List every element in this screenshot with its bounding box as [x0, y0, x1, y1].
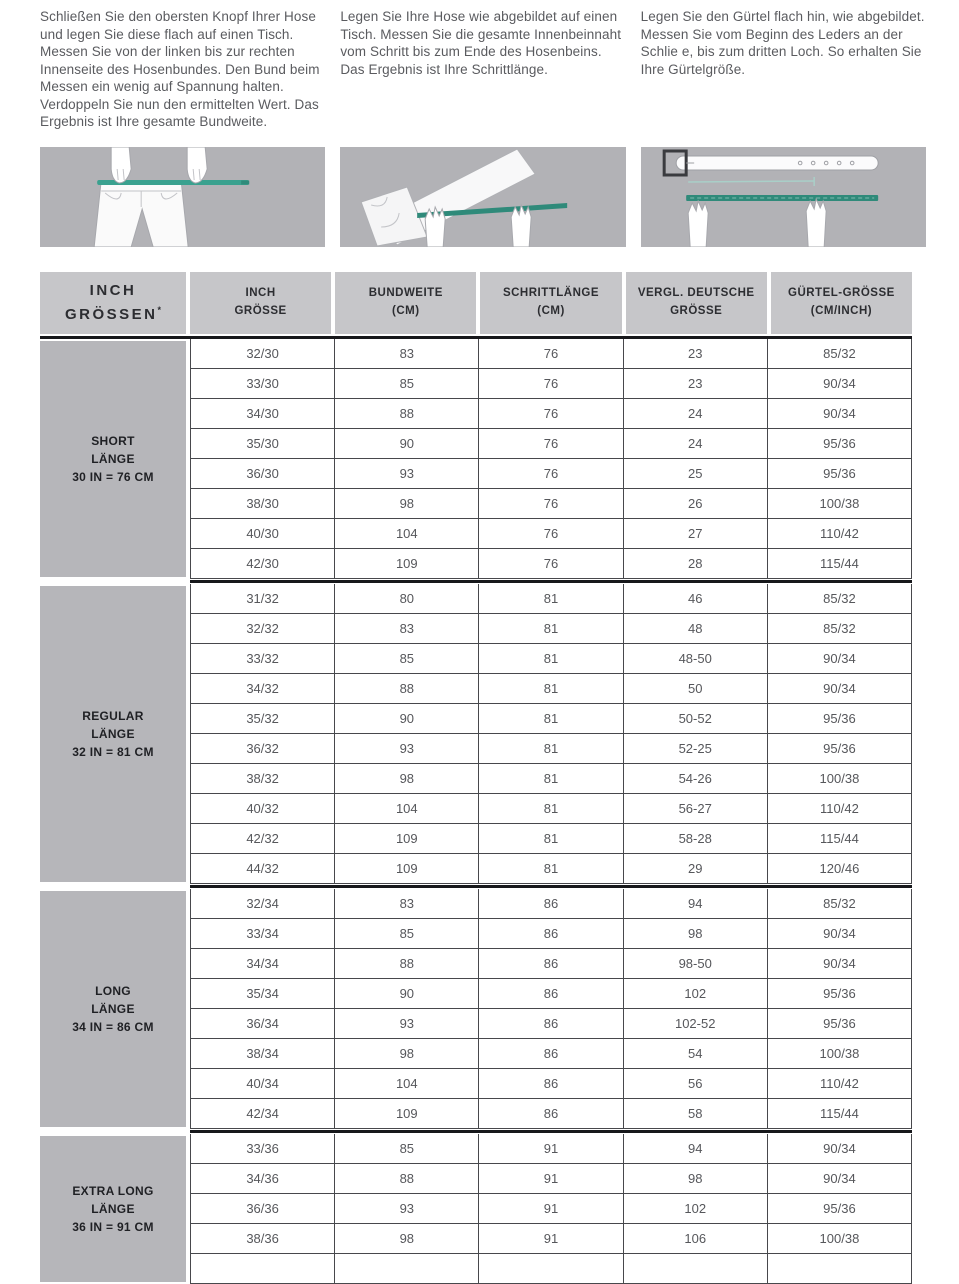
table-cell: 42/32: [190, 824, 334, 853]
table-cell: 24: [623, 399, 767, 428]
table-row: [190, 764, 912, 794]
row-group-label: [40, 586, 186, 882]
table-cell: 32/30: [190, 339, 334, 368]
table-cell: 95/36: [767, 459, 912, 488]
table-cell: 86: [478, 1069, 622, 1098]
table-row: [190, 734, 912, 764]
table-row: [190, 1099, 912, 1129]
table-cell: 81: [478, 854, 622, 883]
table-cell: 81: [478, 824, 622, 853]
table-cell: 90/34: [767, 1134, 912, 1163]
table-cell: 33/36: [190, 1134, 334, 1163]
table-cell: 40/34: [190, 1069, 334, 1098]
table-rows: [190, 584, 912, 884]
table-cell: 85: [334, 369, 478, 398]
instruction-text-guertel: Legen Sie den Gürtel flach hin, wie abgebildet. Messen Sie vom Beginn des Leders an der Schlie e, bis zum dritten Loch. So erhalten Sie Ihre Gürtelgröße.: [640, 9, 925, 77]
table-cell: 85: [334, 1134, 478, 1163]
table-cell: 81: [478, 674, 622, 703]
belt-measure-illustration: [641, 147, 926, 247]
instruction-column-bundweite: [40, 8, 325, 247]
header-line: INCH: [89, 282, 137, 299]
table-row: [190, 1254, 912, 1284]
table-cell: 80: [334, 584, 478, 613]
table-cell: 38/34: [190, 1039, 334, 1068]
table-cell: 104: [334, 519, 478, 548]
table-cell: 33/34: [190, 919, 334, 948]
table-cell: 33/32: [190, 644, 334, 673]
pants-waist-measure-illustration: [40, 147, 325, 247]
table-cell: 90: [334, 979, 478, 1008]
table-cell: 98-50: [623, 949, 767, 978]
table-cell: 35/32: [190, 704, 334, 733]
table-row: [190, 794, 912, 824]
table-cell: 104: [334, 794, 478, 823]
table-cell: 88: [334, 399, 478, 428]
table-rows: [190, 889, 912, 1129]
table-cell: 110/42: [767, 794, 912, 823]
table-cell: 93: [334, 1194, 478, 1223]
table-row: [190, 889, 912, 919]
table-cell: 102-52: [623, 1009, 767, 1038]
table-cell: 95/36: [767, 1009, 912, 1038]
table-cell: 98: [334, 489, 478, 518]
table-cell: 83: [334, 339, 478, 368]
table-cell: 85/32: [767, 614, 912, 643]
table-row: [190, 979, 912, 1009]
table-cell: 23: [623, 339, 767, 368]
table-row: [190, 519, 912, 549]
table-cell: 100/38: [767, 764, 912, 793]
row-group-label-line: LONG: [95, 984, 131, 998]
table-cell: 54: [623, 1039, 767, 1068]
row-group-label-line: 32 IN = 81 CM: [72, 745, 154, 759]
group-separator: [190, 580, 912, 583]
table-cell: 90: [334, 704, 478, 733]
header-line: GRÖSSEN: [64, 306, 158, 323]
table-cell: 86: [478, 1009, 622, 1038]
table-cell: 93: [334, 1009, 478, 1038]
table-cell: 91: [478, 1194, 622, 1223]
table-cell: 94: [623, 889, 767, 918]
table-cell: 83: [334, 614, 478, 643]
table-cell: 76: [478, 399, 622, 428]
table-cell: 76: [478, 489, 622, 518]
table-cell: 102: [623, 1194, 767, 1223]
belt-illustration-svg: [641, 147, 926, 247]
table-row: [190, 824, 912, 854]
row-group-label-line: 36 IN = 91 CM: [72, 1220, 154, 1234]
table-cell: 90/34: [767, 399, 912, 428]
table-cell: 109: [334, 824, 478, 853]
row-group-label-line: LÄNGE: [91, 1202, 135, 1216]
table-cell: 85/32: [767, 584, 912, 613]
pants-waist-illustration-svg: [40, 147, 325, 247]
row-group-label-line: 30 IN = 76 CM: [72, 470, 154, 484]
table-cell: 38/30: [190, 489, 334, 518]
table-cell: 40/32: [190, 794, 334, 823]
row-group-label-line: LÄNGE: [91, 1002, 135, 1016]
table-cell: 34/32: [190, 674, 334, 703]
table-cell: 81: [478, 584, 622, 613]
table-cell: 52-25: [623, 734, 767, 763]
table-cell: 56: [623, 1069, 767, 1098]
table-group-long: [40, 889, 912, 1129]
table-row: [190, 614, 912, 644]
footnote-asterisk: *: [157, 305, 162, 315]
row-group-label-line: EXTRA LONG: [72, 1184, 154, 1198]
table-cell: 35/30: [190, 429, 334, 458]
table-row: [190, 1039, 912, 1069]
header-vergl-deutsche-groesse: VERGL. DEUTSCHE GRÖSSE: [626, 272, 767, 334]
table-cell: 29: [623, 854, 767, 883]
instruction-text-bundweite: Schließen Sie den obersten Knopf Ihrer Hose und legen Sie diese flach auf einen Tisch. Messen Sie von der linken bis zur rechten Innenseite des Hosenbundes. Den Bund beim Messen ein wenig auf Spannung halten. Verdoppeln Sie nun den ermittelten Wert. Das Ergebnis ist Ihre gesamte Bundweite.: [40, 9, 320, 130]
instruction-text-schrittlaenge: Legen Sie Ihre Hose wie abgebildet auf einen Tisch. Messen Sie die gesamte Innenbeinnaht vom Schritt bis zum Ende des Hosenbeins. Das Ergebnis ist Ihre Schrittlänge.: [340, 9, 622, 77]
table-header-row: [40, 272, 912, 334]
table-cell: 98: [334, 1039, 478, 1068]
table-row: [190, 584, 912, 614]
table-cell: 40/30: [190, 519, 334, 548]
table-cell: 34/30: [190, 399, 334, 428]
table-row: [190, 919, 912, 949]
table-cell: 90/34: [767, 919, 912, 948]
table-cell: 86: [478, 1099, 622, 1128]
table-cell: 81: [478, 734, 622, 763]
table-cell: 38/32: [190, 764, 334, 793]
table-row: [190, 399, 912, 429]
table-cell: 98: [623, 919, 767, 948]
table-cell: 42/34: [190, 1099, 334, 1128]
table-cell: 109: [334, 854, 478, 883]
table-cell: 86: [478, 949, 622, 978]
header-inch-groessen: [40, 272, 186, 334]
table-cell: 81: [478, 704, 622, 733]
table-cell: 95/36: [767, 979, 912, 1008]
table-cell: 102: [623, 979, 767, 1008]
table-cell: 86: [478, 1039, 622, 1068]
table-cell: 44/32: [190, 854, 334, 883]
table-cell: 93: [334, 734, 478, 763]
row-group-label-line: LÄNGE: [91, 727, 135, 741]
table-cell: 104: [334, 1069, 478, 1098]
table-cell: 42/30: [190, 549, 334, 578]
pants-inseam-illustration-svg: [340, 147, 625, 247]
table-cell: 94: [623, 1134, 767, 1163]
table-row: [190, 1134, 912, 1164]
table-cell: 109: [334, 549, 478, 578]
table-row: [190, 674, 912, 704]
header-guertel-groesse: GÜRTEL-GRÖSSE (CM/INCH): [771, 272, 912, 334]
table-cell: 90/34: [767, 674, 912, 703]
table-cell: 76: [478, 369, 622, 398]
table-cell: 100/38: [767, 1224, 912, 1253]
table-cell: 95/36: [767, 429, 912, 458]
table-cell: 81: [478, 644, 622, 673]
row-group-label: [40, 1136, 186, 1282]
table-row: [190, 1009, 912, 1039]
table-cell: 85/32: [767, 889, 912, 918]
table-cell: 91: [478, 1164, 622, 1193]
table-cell: 109: [334, 1099, 478, 1128]
table-body: [40, 339, 912, 1284]
table-cell: 90/34: [767, 369, 912, 398]
header-bundweite: BUNDWEITE (CM): [335, 272, 476, 334]
table-cell: 115/44: [767, 824, 912, 853]
table-cell: 27: [623, 519, 767, 548]
table-cell: 81: [478, 614, 622, 643]
table-cell: 50: [623, 674, 767, 703]
instruction-column-schrittlaenge: [340, 8, 625, 247]
header-schrittlaenge: SCHRITTLÄNGE (CM): [480, 272, 621, 334]
table-cell: 76: [478, 429, 622, 458]
table-cell: 85: [334, 644, 478, 673]
table-cell: 90: [334, 429, 478, 458]
table-cell: 81: [478, 794, 622, 823]
header-inch-groesse: INCH GRÖSSE: [190, 272, 331, 334]
table-cell: 98: [334, 1224, 478, 1253]
table-row: [190, 339, 912, 369]
group-separator: [190, 885, 912, 888]
table-row: [190, 549, 912, 579]
table-cell: 85/32: [767, 339, 912, 368]
table-cell: 32/32: [190, 614, 334, 643]
table-cell: 95/36: [767, 734, 912, 763]
table-row: [190, 1194, 912, 1224]
table-cell: 26: [623, 489, 767, 518]
table-row: [190, 459, 912, 489]
table-cell: 100/38: [767, 1039, 912, 1068]
table-cell: 120/46: [767, 854, 912, 883]
table-cell: 76: [478, 549, 622, 578]
table-cell: 95/36: [767, 704, 912, 733]
instruction-column-guertel: [641, 8, 926, 247]
table-row: [190, 644, 912, 674]
table-cell: 33/30: [190, 369, 334, 398]
table-cell: 88: [334, 674, 478, 703]
table-cell: 35/34: [190, 979, 334, 1008]
row-group-label-line: LÄNGE: [91, 452, 135, 466]
table-row: [190, 1224, 912, 1254]
table-cell: 91: [478, 1134, 622, 1163]
table-cell: 36/32: [190, 734, 334, 763]
table-rows: [190, 1134, 912, 1284]
table-cell: 110/42: [767, 519, 912, 548]
table-rows: [190, 339, 912, 579]
table-cell: 83: [334, 889, 478, 918]
table-group-regular: [40, 584, 912, 884]
table-cell: 58-28: [623, 824, 767, 853]
table-group-short: [40, 339, 912, 579]
table-cell: 46: [623, 584, 767, 613]
table-cell: 115/44: [767, 549, 912, 578]
row-group-label-line: 34 IN = 86 CM: [72, 1020, 154, 1034]
table-cell: 24: [623, 429, 767, 458]
table-cell: 36/36: [190, 1194, 334, 1223]
table-cell: 56-27: [623, 794, 767, 823]
row-group-label: [40, 891, 186, 1127]
table-cell: 93: [334, 459, 478, 488]
table-row: [190, 704, 912, 734]
table-cell: 48: [623, 614, 767, 643]
table-cell: 86: [478, 919, 622, 948]
table-cell: 100/38: [767, 489, 912, 518]
table-row: [190, 949, 912, 979]
table-cell: 34/36: [190, 1164, 334, 1193]
table-cell: 54-26: [623, 764, 767, 793]
instructions-section: [0, 0, 959, 247]
row-group-label-line: REGULAR: [82, 709, 144, 723]
table-cell: 91: [478, 1224, 622, 1253]
table-cell: 36/30: [190, 459, 334, 488]
table-row: [190, 489, 912, 519]
table-cell: 48-50: [623, 644, 767, 673]
table-cell: 98: [623, 1164, 767, 1193]
table-cell: 81: [478, 764, 622, 793]
table-cell: 36/34: [190, 1009, 334, 1038]
table-row: [190, 369, 912, 399]
table-cell: 88: [334, 1164, 478, 1193]
table-cell: 28: [623, 549, 767, 578]
table-cell: 58: [623, 1099, 767, 1128]
table-cell: 34/34: [190, 949, 334, 978]
table-row: [190, 429, 912, 459]
table-row: [190, 1069, 912, 1099]
table-row: [190, 1164, 912, 1194]
table-cell: 23: [623, 369, 767, 398]
table-cell: 90/34: [767, 949, 912, 978]
table-cell: 50-52: [623, 704, 767, 733]
table-cell: 86: [478, 889, 622, 918]
table-cell: 38/36: [190, 1224, 334, 1253]
table-cell: 25: [623, 459, 767, 488]
row-group-label: [40, 341, 186, 577]
table-cell: 86: [478, 979, 622, 1008]
group-separator: [190, 1130, 912, 1133]
table-cell: 106: [623, 1224, 767, 1253]
table-cell: 90/34: [767, 644, 912, 673]
table-group-extra-long: [40, 1134, 912, 1284]
table-cell: 98: [334, 764, 478, 793]
table-cell: 115/44: [767, 1099, 912, 1128]
table-cell: 110/42: [767, 1069, 912, 1098]
table-cell: 31/32: [190, 584, 334, 613]
table-cell: 85: [334, 919, 478, 948]
pants-inseam-measure-illustration: [340, 147, 625, 247]
table-cell: 76: [478, 519, 622, 548]
table-cell: 32/34: [190, 889, 334, 918]
size-table: [40, 272, 912, 1284]
table-cell: 76: [478, 339, 622, 368]
table-row: [190, 854, 912, 884]
table-cell: 90/34: [767, 1164, 912, 1193]
table-cell: 76: [478, 459, 622, 488]
table-cell: 95/36: [767, 1194, 912, 1223]
table-cell: 88: [334, 949, 478, 978]
row-group-label-line: SHORT: [91, 434, 135, 448]
